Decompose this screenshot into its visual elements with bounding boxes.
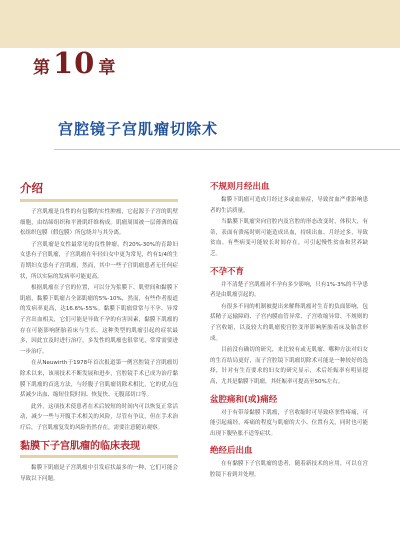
subheading-bleeding: 不规则月经出血: [210, 182, 270, 192]
chapter-number: 10: [53, 46, 96, 80]
body-paragraph: 在有黏膜下子宫肌瘤的患者，随着新技术的应用，可以在宫腔镜下看到并处理。: [210, 461, 368, 478]
right-column: [210, 180, 368, 481]
chapter-prefix: 第: [33, 58, 50, 78]
body-paragraph: 子宫肌瘤是女性最常见的良性肿瘤，约20%-30%的育龄妇女患有子宫肌瘤，子宫肌瘤在年轻妇女中更为常见，约有1/4的生育期妇女患有子宫肌瘤，然而，其中一些子宫肌瘤患者无任何症状，所以实际的发病率可能更高。: [20, 241, 178, 280]
body-paragraph: 子宫肌瘤是良性的有包膜的实性肿瘤，它起源于子宫的肌壁细胞，由结缔组织和平滑肌纤维构成。肌瘤周围被一层薄薄的疏松组织包膜（假包膜）所包绕并与其分离。: [20, 209, 178, 237]
body-paragraph: 目前没有确切的研究，来比较有或无肌瘤、哪种方法对妇女的生育结局更好，而子宫腔镜下肌瘤切除术可能是一种较好的选择，针对有生育要求的妇女的研究显示，术后妊娠率有明显提高，尤其是黏膜下肌瘤，其妊娠率可提高至50%左右。: [210, 347, 368, 385]
body-paragraph: 黏膜下肌瘤可造成月经过多或血崩症，导致贫血严重影响患者的生活质量。: [210, 197, 368, 214]
body-paragraph: 此外，这项技术使患者在术后较短的时间内可以恢复正常活动，减少一些与开腹手术相关的风险，尽管有争议，但在手术治疗后，子宫肌瘤复发的风险仍然存在，需要注意随访观察。: [20, 403, 178, 431]
subheading-postmenopausal-bleeding: 绝经后出血: [210, 446, 253, 457]
body-paragraph: 对于有带蒂黏膜下肌瘤，子宫收缩时可导致痉挛性疼痛，可能引起痛经，疼痛的程度与肌瘤的大小、位置有关，同时也可能出现下腹坠胀不适等症状。: [210, 409, 368, 437]
body-paragraph: 当黏膜下肌瘤突向宫腔内及宫腔的形态改变时，体积大，有蒂，表面有溃疡时则可能造成出血，持续出血、月经过多，导致贫血。有些病变可能较长时间存在，可引起慢性贫血和营养缺乏。: [210, 219, 368, 257]
body-paragraph: 根据肌瘤在子宫的位置，可以分为浆膜下、肌壁间和黏膜下肌瘤，黏膜下肌瘤占全部肌瘤的5%-10%，然而，有些作者报道的发病率更高，达16.6%-55%。黏膜下肌瘤常常与不孕、异常子宫出血相关，它们可能是导致不孕的有害因素，黏膜下肌瘤的存在可能影响胚胎着床与生长。这种类型的肌瘤引起的症状最多，因此宜及时进行治疗，多发性的肌瘤也很常见，常常需要进一步治疗。: [20, 285, 178, 355]
body-paragraph: 并不清楚子宫肌瘤对不孕有多少影响，只有1%-3%的不孕患者是由肌瘤引起的。: [210, 281, 368, 299]
body-paragraph: 在从Neuwirth于1978年首次报道第一例宫腔镜子宫肌瘤切除术以来，该项技术不断发展和进步，宫腔镜手术已成为治疗黏膜下肌瘤的首选方法，与经腹子宫肌瘤切除术相比，它的优点包括减少出血、缩短住院时间、恢复快、无腹部切口等。: [20, 360, 178, 399]
section-heading-clinical: 黏膜下子宫肌瘤的临床表现: [20, 441, 140, 453]
left-column: [20, 180, 178, 486]
section-heading-intro: 介绍: [20, 181, 43, 195]
heading-divider: [20, 199, 178, 202]
title-divider: [54, 149, 400, 150]
body-paragraph: 黏膜下肌瘤是子宫肌瘤中引发症状最多的一种，它们可能会导致以下问题。: [20, 465, 178, 483]
subheading-pelvic-pain: 盆腔痛和(或)痛经: [210, 394, 278, 405]
subheading-infertility: 不孕不育: [210, 266, 245, 277]
chapter-label: [33, 46, 115, 80]
chapter-suffix: 章: [98, 58, 116, 78]
chapter-title: 宫腔镜子宫肌瘤切除术: [58, 120, 219, 138]
heading-divider: [20, 455, 178, 458]
body-paragraph: 有很多不同的机制被提出来解释肌瘤对生育的负面影响，包括精子运输障碍、子宫内膜血管异常、子宫收缩异常、不规则的子宫收缩，以及较大的肌瘤使宫腔变形影响胚胎着床及胎盘形成。: [210, 303, 368, 342]
